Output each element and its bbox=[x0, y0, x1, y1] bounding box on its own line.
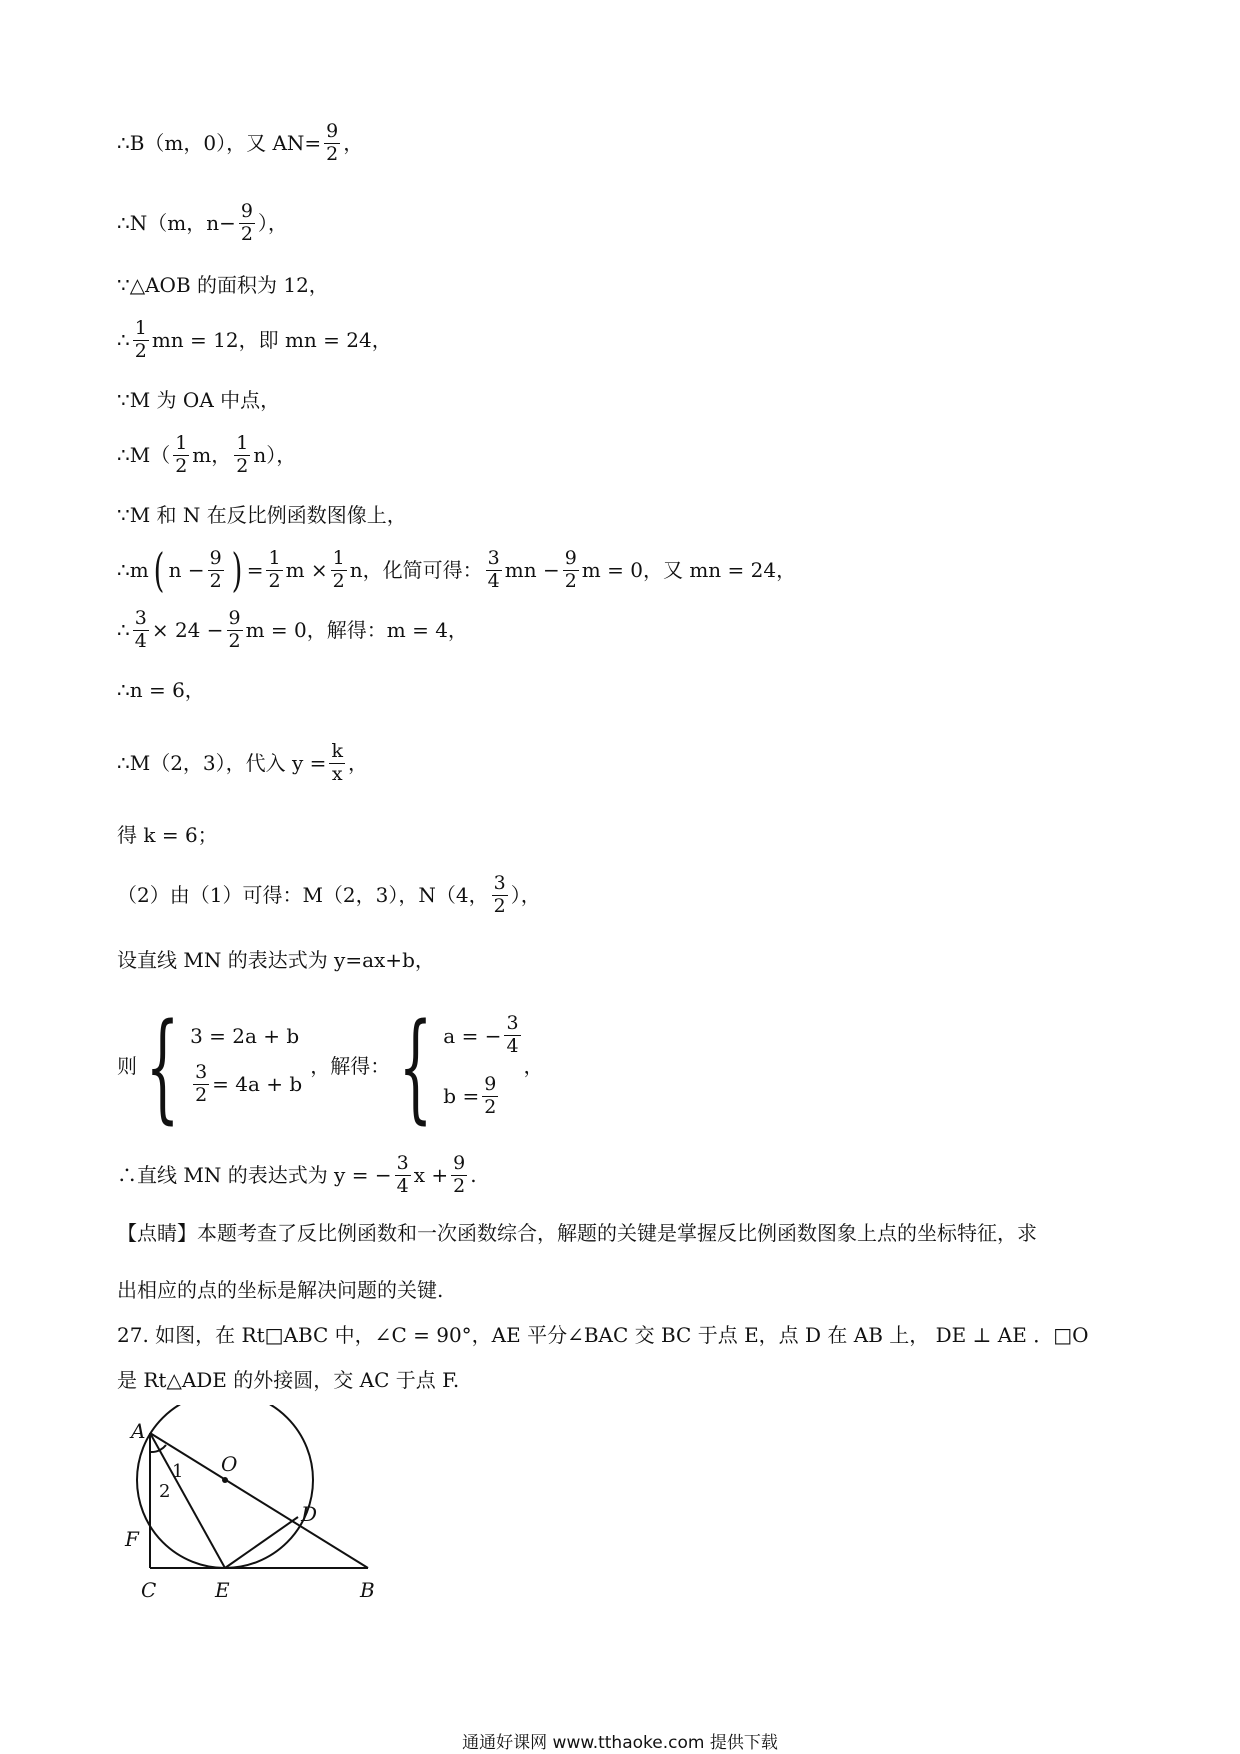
fraction: $\frac{9}{2}$ bbox=[484, 1073, 497, 1118]
question-27-line-1: 27. 如图，在 Rt□ABC 中，∠C = 90°，AE 平分∠BAC 交 BC 于点 E，点 D 在 AB 上， DE ⊥ AE ．□O bbox=[117, 1323, 1089, 1347]
fraction: 1 2 bbox=[134, 316, 147, 362]
fraction: $\frac{1}{2}$ bbox=[268, 546, 281, 592]
label-o: O bbox=[221, 1452, 238, 1476]
solution-line-11: ∴M（2，3），代入 y = $\frac{k}{x}$ ， bbox=[117, 739, 368, 785]
fraction: $\frac{9}{2}$ bbox=[453, 1151, 466, 1197]
fraction: 3 4 bbox=[487, 546, 500, 592]
solution-line-5: ∵M 为 OA 中点， bbox=[117, 388, 281, 412]
label-f: F bbox=[125, 1527, 139, 1551]
solution-line-3: ∵△AOB 的面积为 12， bbox=[117, 273, 329, 297]
question-27-line-2: 是 Rt△ADE 的外接圆，交 AC 于点 F. bbox=[117, 1368, 460, 1392]
equation-row: a = − $\frac{3}{4}$ bbox=[443, 1012, 519, 1058]
solution-line-2: ∴N（m，n− $\frac{9}{2}$ ）， bbox=[117, 199, 288, 245]
fraction: $\frac{3}{4}$ bbox=[506, 1012, 519, 1058]
equation-system bbox=[190, 1023, 303, 1107]
angle-1-arc bbox=[160, 1445, 166, 1450]
fraction: $\frac{9}{2}$ bbox=[326, 119, 339, 165]
center-point-o bbox=[222, 1477, 228, 1483]
label-angle-1: 1 bbox=[172, 1461, 184, 1482]
fraction: 1 2 bbox=[236, 431, 249, 477]
left-paren: ( bbox=[153, 543, 165, 597]
label-d: D bbox=[301, 1502, 318, 1526]
fraction: $\frac{3}{4}$ bbox=[396, 1151, 409, 1197]
fraction: $\frac{9}{2}$ bbox=[564, 546, 577, 592]
label-b: B bbox=[360, 1578, 375, 1602]
fraction: $\frac{3}{2}$ bbox=[195, 1060, 208, 1106]
fraction: 3 2 bbox=[493, 871, 506, 917]
label-angle-2: 2 bbox=[159, 1481, 171, 1502]
segment-ab bbox=[150, 1433, 368, 1568]
label-e: E bbox=[215, 1578, 230, 1602]
solution-line-16: ∴直线 MN 的表达式为 y = − $\frac{3}{4}$ x + $\frac{9}{2}$ . bbox=[117, 1151, 477, 1197]
solution-system bbox=[443, 1013, 523, 1118]
geometry-figure bbox=[110, 1405, 400, 1610]
equation-row: 3 = 2a + b bbox=[190, 1023, 300, 1048]
solution-line-13: （2）由（1）可得：M（2，3），N（4， 3 2 ）， bbox=[117, 871, 541, 917]
equation-row: $\frac{3}{2}$ = 4a + b bbox=[195, 1060, 303, 1106]
fraction: $\frac{9}{2}$ bbox=[228, 606, 241, 652]
left-brace: { bbox=[398, 997, 433, 1135]
comment-line-1: 【点睛】本题考查了反比例函数和一次函数综合，解题的关键是掌握反比例函数图象上点的坐标特征，求 bbox=[117, 1221, 1037, 1245]
solution-line-15: 则 { 3 = 2a + b $\frac{3}{2}$ = 4a + b ，解得： { a = − $\frac{3}{4}$ b = $\frac{9}{2}$ ， bbox=[117, 997, 544, 1135]
page-footer: 通通好课网 www.tthaoke.com 提供下载 bbox=[462, 1733, 778, 1753]
solution-line-6: ∴M（ 1 2 m， 1 2 n）， bbox=[117, 431, 297, 477]
right-paren: ) bbox=[231, 543, 243, 597]
fraction: $\frac{1}{2}$ bbox=[332, 546, 345, 592]
comment-line-2: 出相应的点的坐标是解决问题的关键. bbox=[117, 1278, 444, 1302]
angle-2-arc bbox=[150, 1450, 160, 1452]
solution-line-12: 得 k = 6； bbox=[117, 823, 218, 847]
fraction: 1 2 bbox=[175, 431, 188, 477]
fraction: $\frac{3}{4}$ bbox=[134, 606, 147, 652]
fraction: $\frac{k}{x}$ bbox=[331, 739, 343, 785]
fraction: $\frac{9}{2}$ bbox=[240, 199, 253, 245]
label-c: C bbox=[141, 1578, 157, 1602]
solution-line-14: 设直线 MN 的表达式为 y=ax+b， bbox=[117, 948, 435, 972]
fraction: $\frac{9}{2}$ bbox=[209, 546, 222, 592]
label-a: A bbox=[131, 1419, 146, 1443]
solution-line-1: ∴B（m，0），又 AN= $\frac{9}{2}$ ， bbox=[117, 119, 364, 165]
solution-line-4: ∴ 1 2 mn = 12，即 mn = 24， bbox=[117, 316, 392, 362]
solution-line-10: ∴n = 6， bbox=[117, 678, 205, 702]
left-brace: { bbox=[145, 997, 180, 1135]
equation-row: b = $\frac{9}{2}$ bbox=[443, 1073, 497, 1118]
solution-line-7: ∵M 和 N 在反比例函数图像上， bbox=[117, 503, 407, 527]
solution-line-8: ∴m ( n − $\frac{9}{2}$ ) = $\frac{1}{2}$ m × $\frac{1}{2}$ n，化简可得： 3 4 mn − $\frac{9}{2}$ m = 0，又 mn = 24， bbox=[117, 543, 797, 597]
solution-line-9: ∴ $\frac{3}{4}$ × 24 − $\frac{9}{2}$ m = 0，解得：m = 4， bbox=[117, 606, 468, 652]
